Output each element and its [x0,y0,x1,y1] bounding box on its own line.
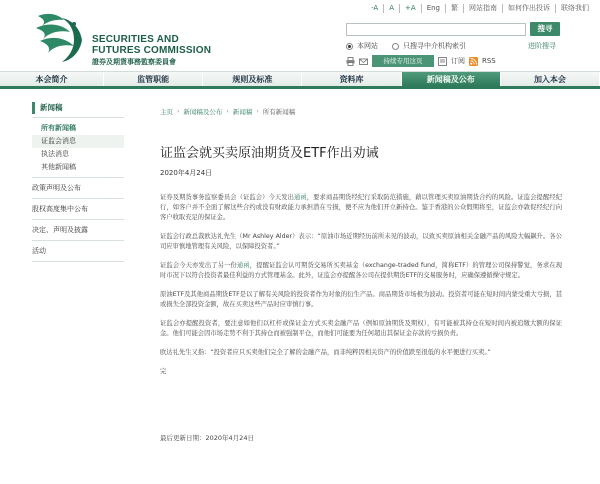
breadcrumb-current: 所有新闻稿 [262,108,296,116]
search-button[interactable]: 搜寻 [530,22,560,36]
paragraph: 原油ETF及其他商品期货ETF是以了解有关风险的投资者作为对象的衍生产品。商品期货市场极为波动。投资者可能在短时间内蒙受重大亏损，甚或损失全部投资金额，故在买卖这些产品时应审慎行事。 [160,291,562,308]
sidebar-item-shareholding[interactable]: 股权高度集中公布 [32,199,124,220]
nav-resources[interactable]: 资料库 [302,72,401,86]
breadcrumb-home[interactable]: 主页 [160,108,173,116]
publish-date: 2020年4月24日 [160,169,213,177]
sidebar-section-news[interactable] [32,98,124,118]
sidebar-section-title: 新闻稿 [40,103,63,112]
scope-site-label: 本网站 [357,42,378,50]
sidebar-item-sfc-news[interactable]: 证监会消息 [32,135,124,148]
advanced-search-link[interactable]: 进阶搜寻 [528,42,556,50]
site-header [0,0,600,70]
font-large-link[interactable]: +A [400,4,422,13]
nav-rules[interactable]: 规则及标准 [203,72,302,86]
paragraph-text: ，提醒证监会认可期货交易所买卖基金（exchange-traded fund，简称ETF）的管理公司保持警觉，务求在现时市况下以符合投资者最佳利益的方式管理基金。此外，证监会亦提醒各公司在提供期货ETF的交易服务时，应确保遵循操守规定。 [160,262,562,279]
paragraph: 欧达礼先生又指：“投资者应只买卖他们完全了解的金融产品，而非纯粹因相关资产的价值跌至很低的水平便进行买卖。” [160,349,491,356]
breadcrumb-news-announcements[interactable]: 新闻稿及公布 [183,108,223,116]
paragraph-text: 证监会今天亦发出了另一份 [160,262,237,269]
subscribe-icon[interactable] [438,57,447,66]
circular-link-etf[interactable]: 通函 [236,262,250,269]
paragraph [160,261,562,281]
main-nav [0,71,600,89]
lang-en-link[interactable]: Eng [422,4,446,13]
chevron-right-icon: › [256,108,259,115]
contact-link[interactable]: 联络我们 [561,3,589,12]
last-updated: 最后更新日期：2020年4月24日 [160,434,254,442]
breadcrumb-news[interactable]: 新闻稿 [232,108,253,116]
scope-index-label: 只搜寻中介机构索引 [403,42,466,50]
paragraph-text: 证券及期货事务监察委员会（证监会）今天发出 [160,194,295,201]
lang-tc-link[interactable]: 繁 [446,4,464,13]
end-mark: 完 [160,368,167,375]
sidebar-item-events[interactable]: 活动 [32,241,124,262]
top-links [366,2,594,14]
section-marker [32,102,35,114]
sidebar-item-policy[interactable]: 政策声明及公布 [32,177,124,199]
search-scope [346,41,466,51]
font-small-link[interactable]: -A [366,4,384,13]
sidebar-item-enforcement[interactable]: 执法消息 [41,150,69,158]
org-name-line1: SECURITIES AND [92,34,179,45]
complaint-link[interactable]: 如何作出投诉 [503,4,556,13]
email-icon[interactable] [359,57,368,66]
special-button[interactable]: 持续专用这页 [372,55,434,67]
breadcrumb [160,107,295,116]
sidebar [32,98,124,262]
font-medium-link[interactable]: A [384,4,400,13]
nav-about[interactable]: 本会简介 [0,72,104,86]
chevron-right-icon: › [177,108,180,115]
search-input[interactable] [346,23,526,36]
org-name-zh: 證券及期貨事務監察委員會 [92,58,176,66]
page-tools [346,55,496,67]
sitemap-link[interactable]: 网站指南 [464,4,503,13]
sidebar-item-decisions[interactable]: 决定、声明及披露 [32,220,124,241]
paragraph [160,193,562,223]
page-title: 证监会就买卖原油期货及ETF作出劝诫 [160,146,379,161]
org-name-en [92,34,211,56]
nav-news[interactable]: 新闻稿及公布 [402,72,501,86]
subscribe-link[interactable]: 订阅 [451,57,465,65]
paragraph: 证监会亦提醒投资者，要注意如他们以杠杆或保证金方式买卖金融产品（例如原油期货及期权），有可能被其持仓在短时间内被追缴大额的保证金。他们可能会因市场走势不利于其持仓而被强制平仓，而他们可能要为任何超出其保证金存款的亏损负责。 [160,320,562,337]
org-name-line2: FUTURES COMMISSION [92,45,212,56]
circular-link[interactable]: 通函 [294,194,307,201]
paragraph-text: ，要求商品期货经纪行采取防范措施，藉以管理买卖原油期货合约的风险。证监会提醒经纪行，如客户并不全面了解这些合约或没有财政能力承担潜在亏损，便不应为他们开立新持仓。鉴于香港的公众假期将至，证监会亦敦促经纪行向客户收取充足的保证金。 [160,194,563,221]
scope-site-radio[interactable] [346,43,353,50]
rss-link[interactable]: RSS [482,57,496,65]
rss-icon[interactable] [469,57,478,66]
sfc-logo[interactable] [34,10,86,64]
sidebar-item-other-news[interactable]: 其他新闻稿 [41,163,76,171]
scope-index-radio[interactable] [392,43,399,50]
sidebar-item-all-news[interactable]: 所有新闻稿 [41,124,76,132]
chevron-right-icon: › [226,108,229,115]
paragraph: 证监会行政总裁欧达礼先生（Mr Ashley Alder）表示：“原油市场近期经历前所未见的波动，以致买卖原油相关金融产品的风险大幅飙升。各公司应审慎地管理有关风险，以保障投资者。” [160,233,562,250]
print-icon[interactable] [346,57,355,66]
nav-regulatory[interactable]: 监管职能 [104,72,203,86]
nav-careers[interactable]: 加入本会 [501,72,600,86]
article-body [160,193,562,386]
